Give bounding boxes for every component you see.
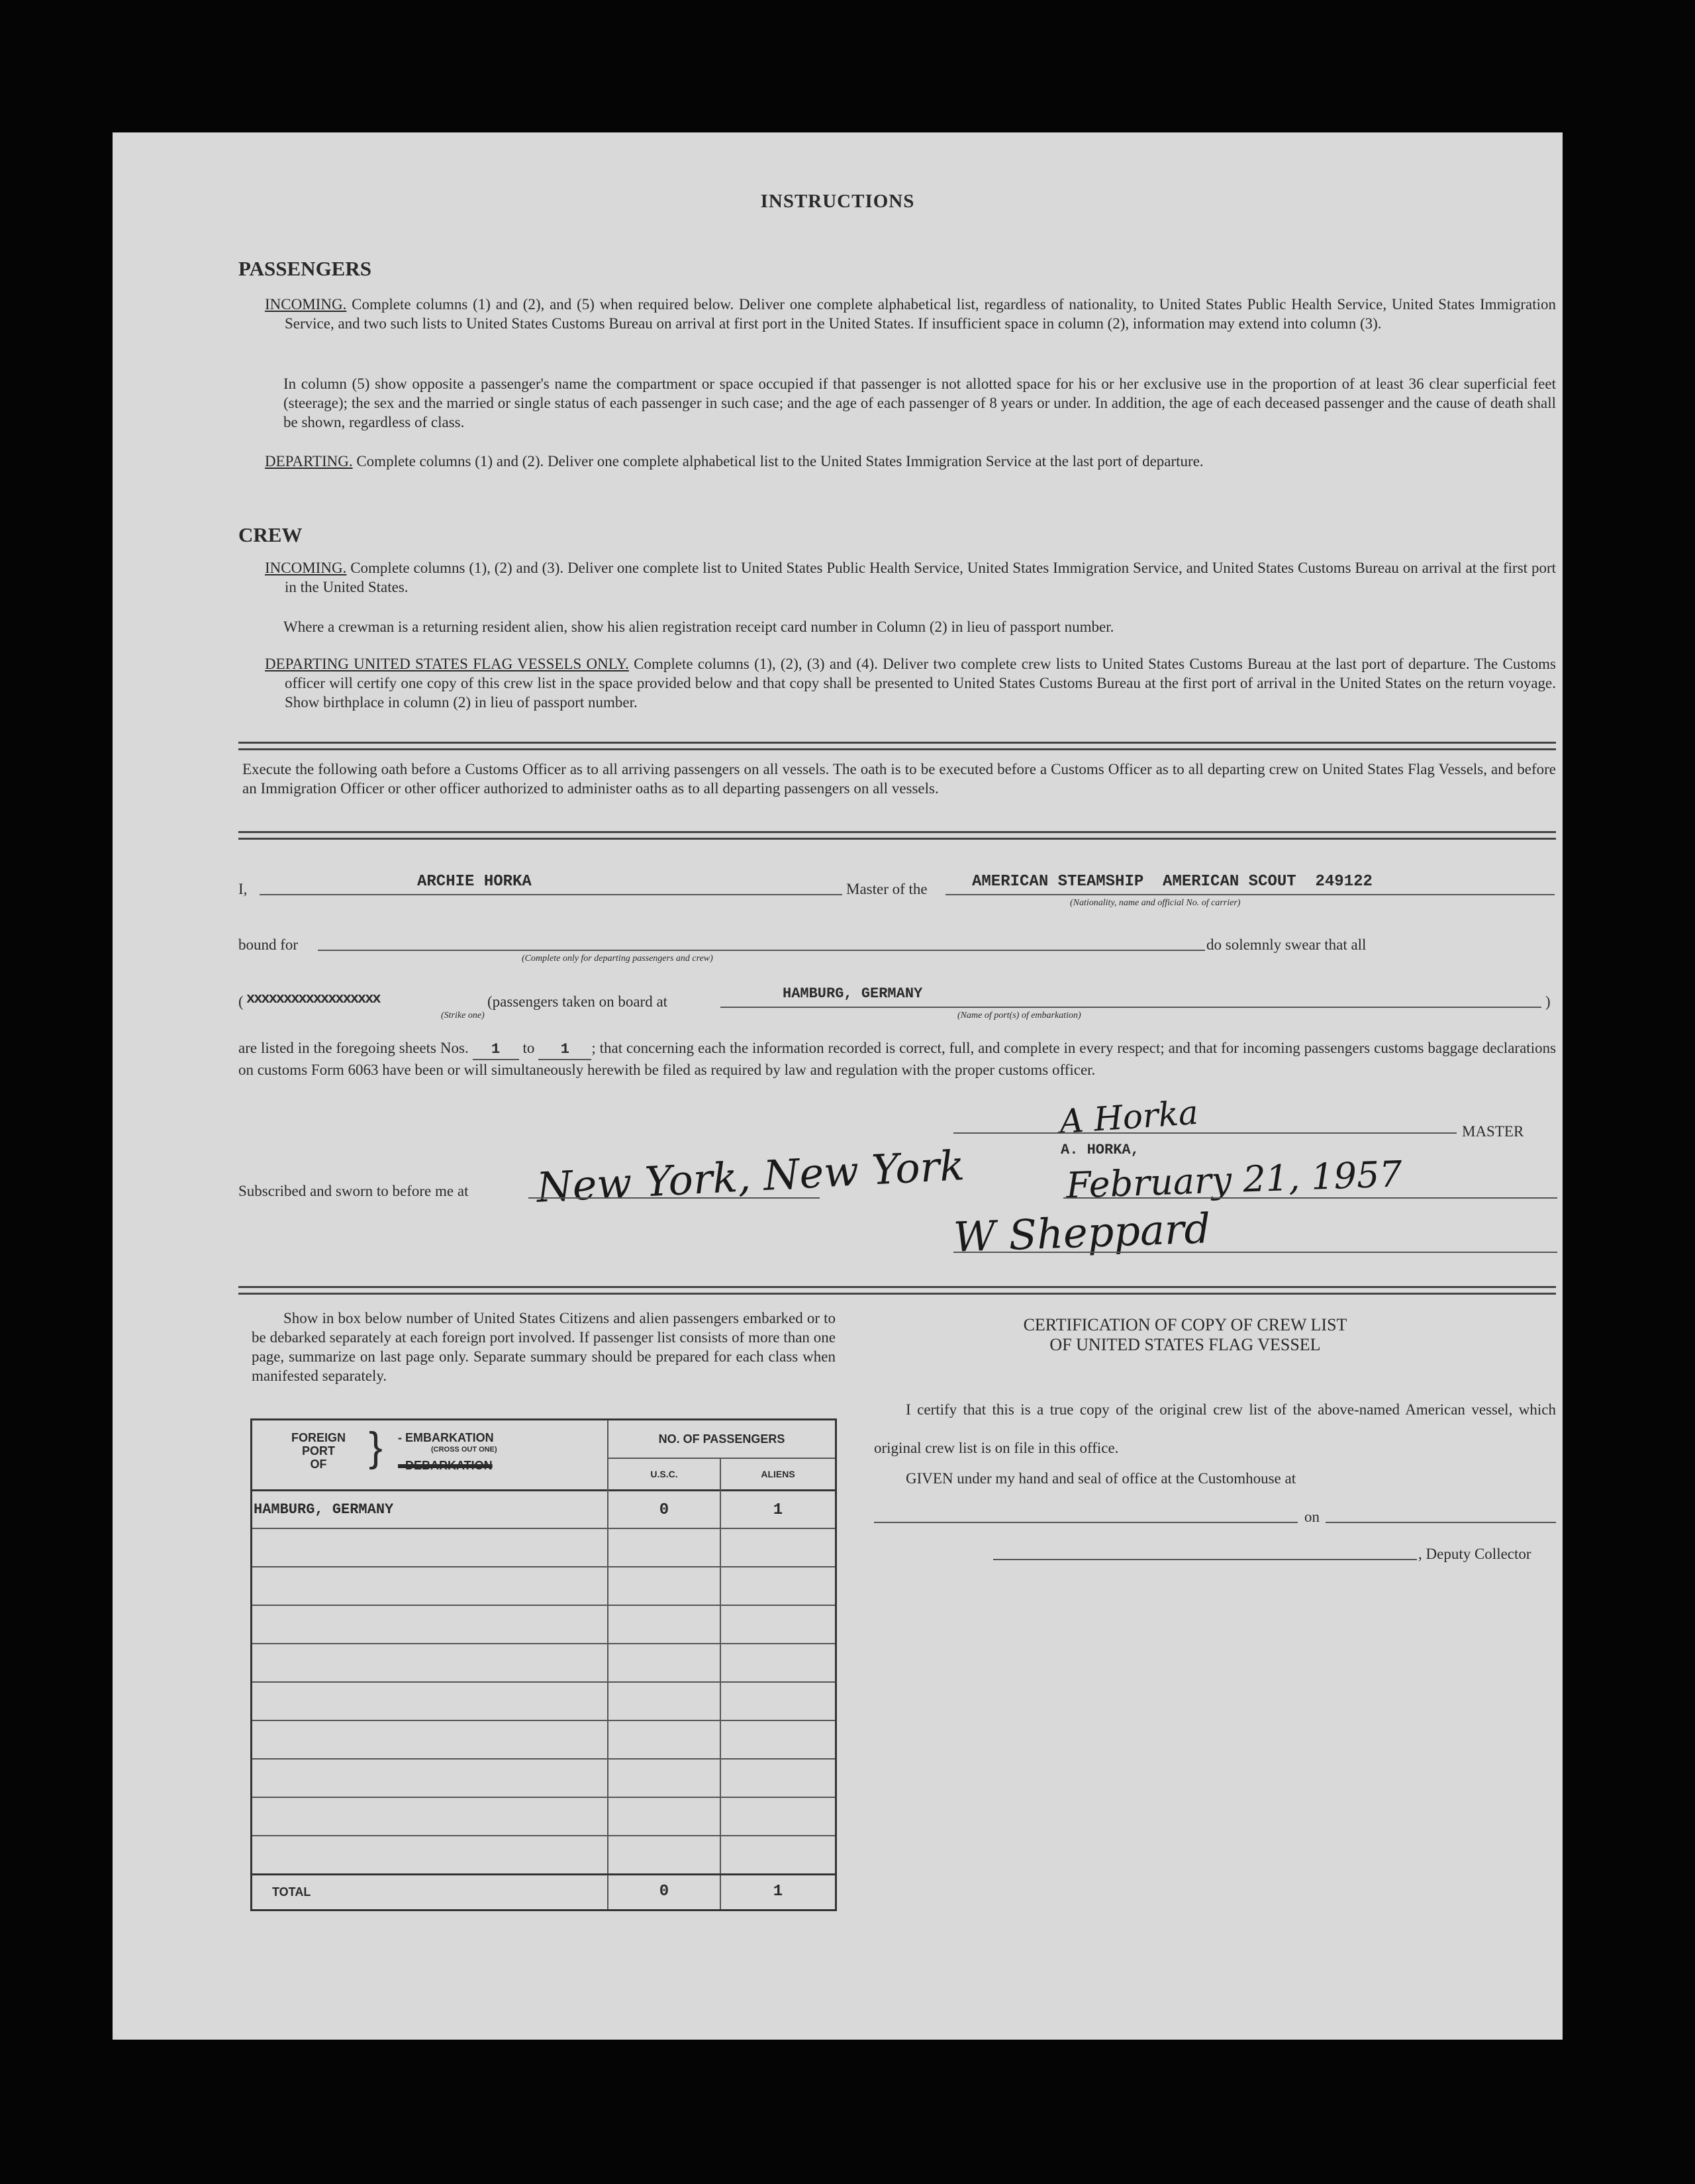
passengers-departing-text: Complete columns (1) and (2). Deliver one complete alphabetical list to the United States Immigration Service at the last port of departure. xyxy=(352,453,1204,470)
crew-incoming-paragraph xyxy=(265,558,1556,597)
row-line xyxy=(252,1566,835,1567)
row-line xyxy=(252,1605,835,1606)
port-embarkation-value: HAMBURG, GERMANY xyxy=(783,985,923,1002)
header-debarkation-struck: - DEBARKATION xyxy=(398,1459,493,1472)
passengers-incoming-label: INCOMING. xyxy=(265,296,347,313)
listed-paragraph xyxy=(238,1038,1556,1079)
total-usc: 0 xyxy=(659,1883,669,1901)
sworn-date: February 21, 1957 xyxy=(1065,1153,1403,1207)
deputy-collector-label: , Deputy Collector xyxy=(1418,1546,1531,1562)
row-line xyxy=(252,1835,835,1836)
date-line xyxy=(1326,1522,1556,1523)
header-embarkation: - EMBARKATION xyxy=(398,1431,494,1444)
row-aliens: 1 xyxy=(773,1501,783,1519)
row-line xyxy=(252,1681,835,1683)
on-label: on xyxy=(1304,1509,1320,1525)
crew-incoming-label: INCOMING. xyxy=(265,560,347,576)
sheet-to: 1 xyxy=(538,1040,591,1060)
master-signature: A Horka xyxy=(1058,1093,1200,1142)
total-aliens: 1 xyxy=(773,1883,783,1901)
certification-title xyxy=(874,1315,1496,1355)
row-line xyxy=(252,1873,835,1875)
row-line xyxy=(252,1720,835,1721)
header-aliens: ALIENS xyxy=(721,1459,835,1491)
row-line xyxy=(252,1643,835,1644)
document-sheet xyxy=(113,132,1563,2040)
divider xyxy=(238,831,1556,840)
instructions-title: INSTRUCTIONS xyxy=(760,191,915,212)
summary-instructions: Show in box below number of United States Citizens and alien passengers embarked or to be debarked separately at each foreign port involved. If passenger list consists of more than one page, summarize on last page only. Separate summary should be prepared for each class when manifested separately. xyxy=(252,1310,836,1384)
certification-title-line1: CERTIFICATION OF COPY OF CREW LIST xyxy=(1023,1315,1347,1334)
passengers-departing-label: DEPARTING. xyxy=(265,453,353,470)
vessel-value: AMERICAN STEAMSHIP AMERICAN SCOUT 249122 xyxy=(972,873,1373,891)
master-typed-name: A. HORKA, xyxy=(1061,1142,1139,1158)
struck-words: xxxxxxxxxxxxxxxxxx xyxy=(246,991,380,1007)
passengers-column5-paragraph: In column (5) show opposite a passenger's name the compartment or space occupied if that passenger is not allotted space for his or her exclusive use in the proportion of at least 36 clear superficial feet (steerage); the sex and the married or single status of each passenger in such case; and the age of each passenger of 8 years or under. In addition, the age of each deceased passenger and the cause of death shall be shown, regardless of class. xyxy=(283,375,1556,430)
row-usc: 0 xyxy=(659,1501,669,1519)
col-divider xyxy=(720,1489,721,1909)
listed-rest: ; that concerning each the information recorded is correct, full, and complete in every respect; and that for incoming passengers customs baggage declarations on customs Form 6063 have been or will simultaneously herewith be filed as required by law and regulation with the proper customs officer. xyxy=(238,1040,1557,1078)
officer-signature-line xyxy=(953,1252,1557,1253)
crew-resident-paragraph: Where a crewman is a returning resident alien, show his alien registration receipt card number in Column (2) in lieu of passport number. xyxy=(283,619,1114,635)
officer-signature: W Sheppard xyxy=(952,1204,1212,1262)
passengers-heading: PASSENGERS xyxy=(238,257,371,280)
vessel-line xyxy=(945,894,1555,895)
port-line xyxy=(720,1007,1541,1008)
divider xyxy=(238,1286,1556,1295)
crew-heading: CREW xyxy=(238,523,303,546)
passengers-departing-paragraph xyxy=(265,452,1556,471)
oath-instruction-paragraph: Execute the following oath before a Customs Officer as to all arriving passengers on all vessels. The oath is to be executed before a Customs Officer as to all departing crew on United States Flag Vessels, and before an Immigration Officer or other officer authorized to administer oaths as to all departing passengers on all vessels. xyxy=(242,761,1556,797)
deputy-signature-line xyxy=(993,1559,1417,1560)
certification-given: GIVEN under my hand and seal of office at the Customhouse at xyxy=(906,1470,1296,1487)
to-label: to xyxy=(522,1040,535,1056)
master-label: MASTER xyxy=(1462,1123,1524,1140)
sworn-place-line xyxy=(528,1197,820,1199)
master-name-value: ARCHIE HORKA xyxy=(417,873,532,891)
header-usc: U.S.C. xyxy=(608,1459,721,1491)
table-header-port xyxy=(252,1420,608,1491)
struck-open-paren: ( xyxy=(238,993,244,1010)
passengers-incoming-paragraph xyxy=(265,295,1556,333)
passenger-summary-table xyxy=(250,1418,837,1911)
header-cross-out: (CROSS OUT ONE) xyxy=(431,1446,497,1454)
passengers-taken-label: (passengers taken on board at xyxy=(487,993,668,1010)
master-of-label: Master of the xyxy=(846,881,928,897)
vessel-caption: (Nationality, name and official No. of carrier) xyxy=(1070,898,1241,908)
bound-caption: (Complete only for departing passengers and crew) xyxy=(522,954,713,964)
crew-incoming-text: Complete columns (1), (2) and (3). Deliver one complete list to United States Public Health Service, United States Immigration Service, and United States Customs Bureau on arrival at the first port in the United States. xyxy=(285,560,1556,595)
row-line xyxy=(252,1797,835,1798)
oath-i-label: I, xyxy=(238,881,248,897)
swear-label: do solemnly swear that all xyxy=(1206,936,1367,953)
bound-for-line xyxy=(318,950,1205,951)
sheet-from: 1 xyxy=(473,1040,519,1060)
passengers-incoming-text: Complete columns (1) and (2), and (5) when required below. Deliver one complete alphabetical list, regardless of nationality, to United States Public Health Service, United States Immigration Service, and two such lists to United States Customs Bureau on arrival at first port in the United States. If insufficient space in column (2), information may extend into column (3). xyxy=(285,296,1556,332)
crew-departing-text: Complete columns (1), (2), (3) and (4). Deliver two complete crew lists to United States Customs Bureau at the last port of departure. The Customs officer will certify one copy of this crew list in the space provided below and that copy shall be presented to United States Customs Bureau at the first port of arrival in the United States on the return voyage. Show birthplace in column (2) in lieu of passport number. xyxy=(285,656,1557,711)
certification-title-line2: OF UNITED STATES FLAG VESSEL xyxy=(1049,1335,1321,1354)
header-foreign: FOREIGN xyxy=(291,1431,346,1444)
listed-label: are listed in the foregoing sheets Nos. xyxy=(238,1040,469,1056)
subscribed-label: Subscribed and sworn to before me at xyxy=(238,1183,469,1199)
header-port: PORT xyxy=(301,1444,335,1458)
crew-departing-label: DEPARTING UNITED STATES FLAG VESSELS ONLY. xyxy=(265,656,629,672)
row-line xyxy=(252,1758,835,1760)
header-no-passengers: NO. OF PASSENGERS xyxy=(608,1420,835,1459)
customhouse-line xyxy=(874,1522,1298,1523)
strike-caption: (Strike one) xyxy=(441,1011,485,1020)
certification-text: I certify that this is a true copy of the original crew list of the above-named American vessel, which original crew list is on file in this office. xyxy=(874,1401,1556,1456)
row-port: HAMBURG, GERMANY xyxy=(254,1501,394,1518)
total-label: TOTAL xyxy=(272,1885,311,1899)
port-caption: (Name of port(s) of embarkation) xyxy=(957,1011,1081,1020)
header-brace: } xyxy=(369,1424,383,1470)
close-paren: ) xyxy=(1545,993,1551,1010)
bound-for-label: bound for xyxy=(238,936,299,953)
divider xyxy=(238,742,1556,750)
master-signature-line xyxy=(953,1132,1457,1134)
master-name-line xyxy=(260,894,842,895)
sworn-place: New York, New York xyxy=(535,1141,966,1212)
crew-departing-paragraph xyxy=(265,654,1556,712)
col-divider xyxy=(607,1489,608,1909)
sworn-date-line xyxy=(1063,1197,1557,1199)
row-line xyxy=(252,1528,835,1529)
header-of: OF xyxy=(310,1458,327,1471)
